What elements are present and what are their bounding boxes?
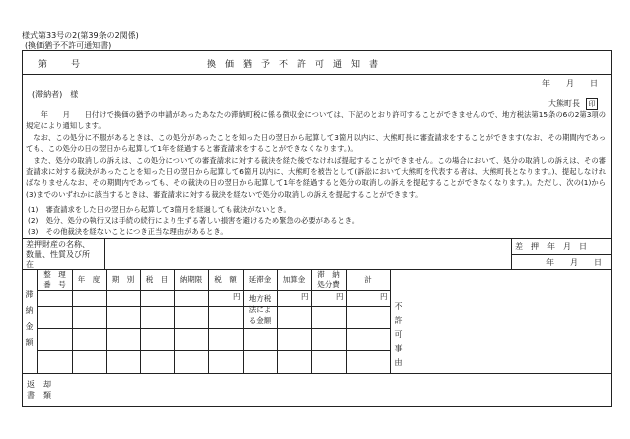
divider — [511, 254, 612, 255]
form-number: 様式第33号の2(第39条の2関係) — [22, 31, 139, 40]
property-label: 数量、性質及び所 — [26, 250, 90, 259]
header-additional-tax: 加算金 — [282, 275, 306, 284]
late-fee-note: 地方税 法によ る金額 — [248, 294, 272, 325]
reason-label: 不許可事由 — [394, 302, 403, 372]
header-period: 期 別 — [111, 275, 135, 284]
recipient: (滞納者) 様 — [32, 90, 79, 99]
body-paragraph-3: また、処分の取消しの訴えは、この処分についての審査請求に対する裁決を経た後でなければ提起することができません。この場合において、処分の取消しの訴えは、その審査請求に対する裁決があったことを知った日の翌日から起算して6箇月以内に、大熊町を被告として(訴訟において大熊町を代表する者は、大熊町長となります。)、提起しなければなりませんなお、その期間内であっても、その裁決の日の翌日から起算して1年を経過すると処分の取消しの訴えを提起することができなくなります。)。ただし、次の(1)から(3)までのいずれかに該当するときは、審査請求に対する裁決を経ないで処分の取消しの訴えを提起することができます。 — [26, 156, 606, 199]
condition-item-2: (2) 処分、処分の執行又は手続の続行により生ずる著しい損害を避けるため緊急の必要があるとき。 — [28, 216, 360, 225]
header-tax-item: 税 目 — [145, 275, 169, 284]
divider — [37, 350, 390, 351]
form-subtitle: (換価猶予不許可通知書) — [25, 41, 112, 50]
seal-stamp: 印 — [586, 98, 598, 110]
property-label: 差押財産の名称、 — [26, 240, 90, 249]
divider — [22, 74, 612, 75]
divider — [390, 269, 391, 373]
document-title: 換 価 猶 予 不 許 可 通 知 書 — [207, 60, 379, 70]
document-number: 第 号 — [38, 60, 83, 70]
header-total: 計 — [364, 275, 372, 284]
body-paragraph-2: なお、この処分に不服があるときは、この処分があったことを知った日の翌日から起算して3箇月以内に、大熊町長に審査請求をすることができます(なお、その期間内であっても、この処分の日の翌日から起算して1年を経過すると審査請求をすることができなくなります。)。 — [26, 133, 606, 154]
header-year: 年 度 — [77, 275, 101, 284]
condition-item-1: (1) 審査請求をした日の翌日から起算して3箇月を経過しても裁決がないとき。 — [28, 205, 291, 214]
property-label: 在 — [26, 260, 34, 269]
divider — [37, 290, 390, 291]
divider — [22, 373, 612, 374]
header-tax-amount: 税 額 — [214, 275, 237, 284]
issue-date: 年 月 日 — [542, 79, 598, 88]
divider — [104, 238, 105, 269]
return-documents-label: 返 却 書 類 — [27, 380, 51, 400]
header-seq: 整 理 番 号 — [43, 270, 66, 289]
yen-unit: 円 — [301, 292, 309, 301]
seizure-date-label: 差 押 年 月 日 — [515, 242, 587, 251]
seizure-date-value: 年 月 日 — [546, 258, 602, 267]
yen-unit: 円 — [233, 292, 241, 301]
header-late-fee: 延滞金 — [248, 275, 272, 284]
divider — [37, 328, 390, 329]
header-due-date: 納期限 — [179, 275, 203, 284]
arrears-amount-label: 滞納金額 — [25, 290, 34, 354]
body-paragraph-1: 年 月 日付けで換価の猶予の申請があったあなたの滞納町税に係る徴収金については、下記のとおり許可することができませんので、地方税法第15条の6の2第3項の規定により通知します。 — [26, 110, 606, 131]
divider — [37, 306, 390, 307]
header-delinquency-fee: 滞 納 処分費 — [317, 270, 340, 289]
condition-item-3: (3) その他裁決を経ないことにつき正当な理由があるとき。 — [28, 227, 228, 236]
yen-unit: 円 — [380, 292, 388, 301]
issuer: 大熊町長 — [548, 99, 580, 108]
yen-unit: 円 — [336, 292, 344, 301]
divider — [22, 238, 612, 239]
